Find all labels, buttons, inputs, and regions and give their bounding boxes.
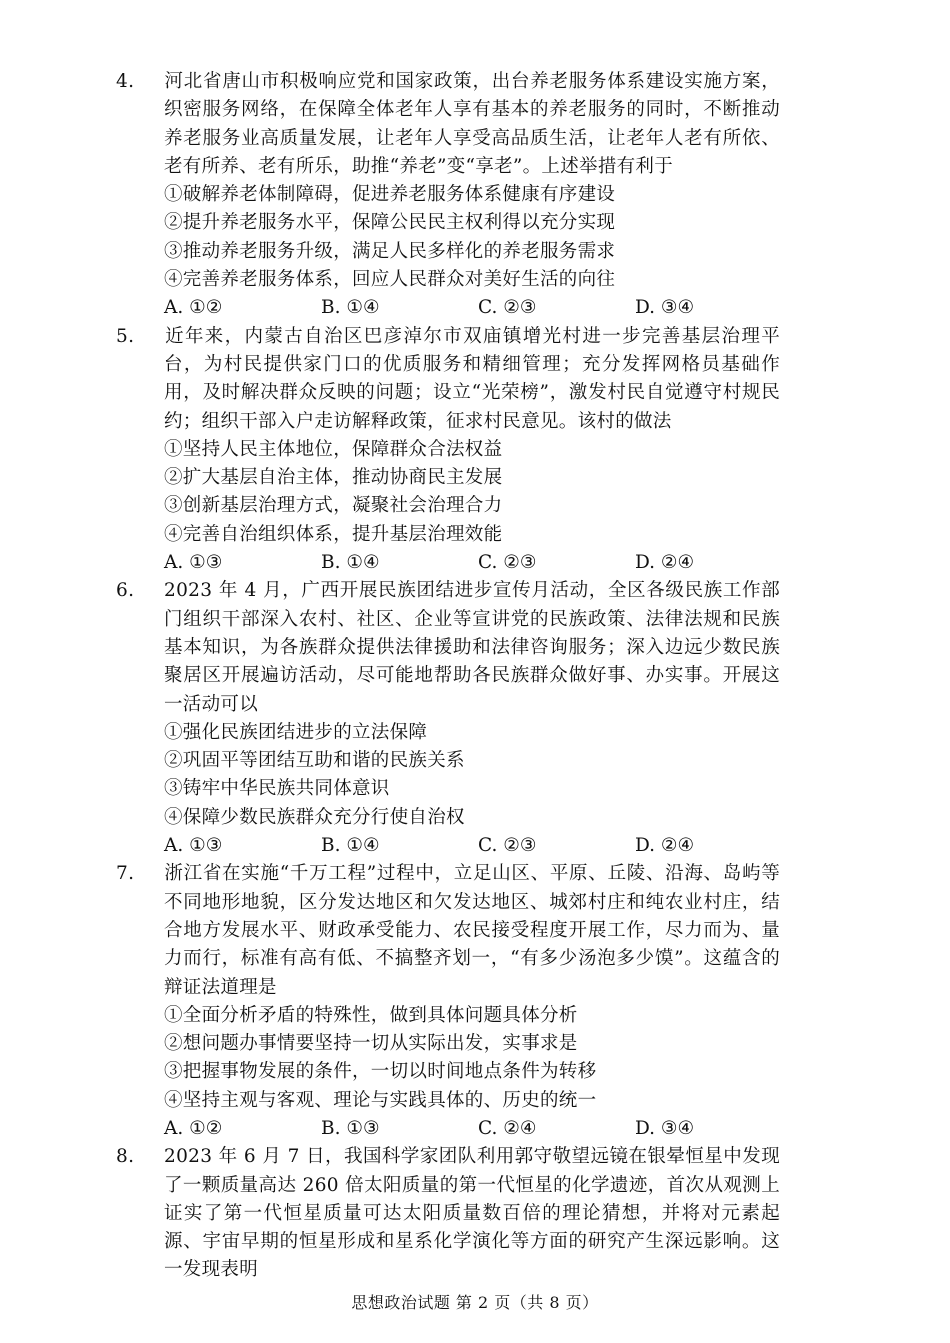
page-footer: 思想政治试题 第 2 页（共 8 页） (351, 1293, 599, 1312)
answer-choices (140, 549, 780, 577)
question-text: 浙江省在实施“千万工程”过程中，立足山区、平原、丘陵、沿海、岛屿等不同地形地貌，区分发达地区和欠发达地区、城郊村庄和纯农业村庄，结合地方发展水平、财政承受能力、农民接受程度开展工作，尽力而为、量力而行，标准有高有低、不搞整齐划一，“有多少汤泡多少馍”。这蕴含的辩证法道理是 (164, 863, 780, 998)
choice-c: C. ②③ (478, 835, 537, 857)
choice-a: A. ①③ (164, 835, 223, 857)
choice-c: C. ②④ (478, 1117, 537, 1139)
choice-d: D. ②④ (635, 552, 695, 574)
answer-choices (140, 832, 780, 860)
question-stem (116, 323, 780, 436)
option-1: ①破解养老体制障碍，促进养老服务体系健康有序建设 (164, 184, 616, 206)
choice-b: B. ①④ (321, 552, 380, 574)
choice-c: C. ②③ (478, 552, 537, 574)
option-1: ①坚持人民主体地位，保障群众合法权益 (164, 438, 503, 460)
answer-choices (140, 1115, 780, 1143)
question-4 (116, 68, 780, 323)
question-stem (116, 68, 780, 181)
option-3: ③铸牢中华民族共同体意识 (164, 778, 390, 800)
question-5 (116, 323, 780, 578)
questions-container (116, 68, 780, 1285)
choice-d: D. ②④ (635, 835, 695, 857)
choice-d: D. ③④ (635, 1117, 695, 1139)
question-text: 河北省唐山市积极响应党和国家政策，出台养老服务体系建设实施方案，织密服务网络，在保障全体老年人享有基本的养老服务的同时，不断推动养老服务业高质量发展，让老年人享受高品质生活，让老年人老有所依、老有所养、老有所乐，助推“养老”变“享老”。上述举措有利于 (164, 71, 780, 177)
question-6 (116, 577, 780, 860)
option-4: ④完善养老服务体系，回应人民群众对美好生活的向往 (164, 269, 616, 291)
question-number: 4. (116, 71, 135, 92)
choice-a: A. ①③ (164, 552, 223, 574)
option-4: ④保障少数民族群众充分行使自治权 (164, 806, 465, 828)
option-2: ②想问题办事情要坚持一切从实际出发，实事求是 (164, 1033, 578, 1055)
option-4: ④完善自治组织体系，提升基层治理效能 (164, 523, 503, 545)
question-7 (116, 860, 780, 1143)
option-3: ③把握事物发展的条件，一切以时间地点条件为转移 (164, 1061, 597, 1083)
choice-d: D. ③④ (635, 297, 695, 319)
option-2: ②提升养老服务水平，保障公民民主权利得以充分实现 (164, 212, 616, 234)
question-stem (116, 1143, 780, 1284)
choice-c: C. ②③ (478, 297, 537, 319)
question-number: 6. (116, 580, 135, 602)
choice-a: A. ①② (164, 1117, 223, 1139)
choice-b: B. ①③ (321, 1117, 380, 1139)
question-text: 2023 年 6 月 7 日，我国科学家团队利用郭守敬望远镜在银晕恒星中发现了一颗质量高达 260 倍太阳质量的第一代恒星的化学遗迹，首次从观测上证实了第一代恒星质量可达太阳质量数百倍的理论猜想，并将对元素起源、宇宙早期的恒星形成和星系化学演化等方面的研究产生深远影响。这一发现表明 (164, 1146, 780, 1281)
option-4: ④坚持主观与客观、理论与实践具体的、历史的统一 (164, 1089, 597, 1111)
choice-b: B. ①④ (321, 835, 380, 857)
answer-choices (140, 294, 780, 322)
question-number: 7. (116, 863, 135, 885)
option-3: ③创新基层治理方式，凝聚社会治理合力 (164, 495, 503, 517)
question-number: 5. (116, 325, 135, 347)
question-text: 近年来，内蒙古自治区巴彦淖尔市双庙镇增光村进一步完善基层治理平台，为村民提供家门口的优质服务和精细管理；充分发挥网格员基础作用，及时解决群众反映的问题；设立“光荣榜”，激发村民自觉遵守村规民约；组织干部入户走访解释政策，征求村民意见。该村的做法 (164, 325, 780, 432)
choice-b: B. ①④ (321, 297, 380, 319)
option-2: ②扩大基层自治主体，推动协商民主发展 (164, 467, 503, 489)
question-number: 8. (116, 1146, 135, 1168)
question-stem (116, 577, 780, 718)
question-8 (116, 1143, 780, 1284)
choice-a: A. ①② (164, 297, 223, 319)
option-3: ③推动养老服务升级，满足人民多样化的养老服务需求 (164, 240, 616, 262)
question-stem (116, 860, 780, 1001)
option-1: ①全面分析矛盾的特殊性，做到具体问题具体分析 (164, 1004, 578, 1026)
option-1: ①强化民族团结进步的立法保障 (164, 721, 428, 743)
option-2: ②巩固平等团结互助和谐的民族关系 (164, 750, 465, 772)
question-text: 2023 年 4 月，广西开展民族团结进步宣传月活动，全区各级民族工作部门组织干部深入农村、社区、企业等宣讲党的民族政策、法律法规和民族基本知识，为各族群众提供法律援助和法律咨询服务；深入边远少数民族聚居区开展遍访活动，尽可能地帮助各民族群众做好事、办实事。开展这一活动可以 (164, 580, 780, 715)
